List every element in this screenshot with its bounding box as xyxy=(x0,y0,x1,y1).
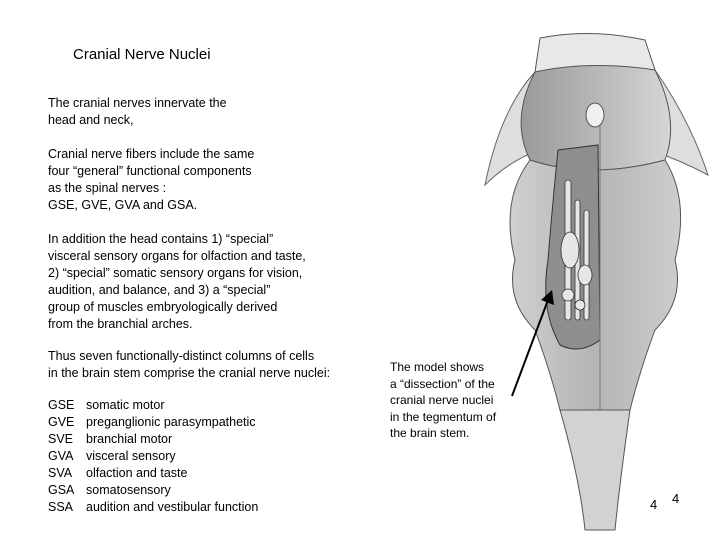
nucleus-desc: visceral sensory xyxy=(86,449,176,463)
model-callout: The model shows a “dissection” of the cranial nerve nuclei in the tegmentum of the brain stem. xyxy=(390,360,497,440)
nucleus-desc: audition and vestibular function xyxy=(86,500,259,514)
nucleus-abbr: GVE xyxy=(48,415,75,429)
nucleus-desc: somatosensory xyxy=(86,483,171,497)
nucleus-desc: olfaction and taste xyxy=(86,466,188,480)
nucleus-abbr: SVE xyxy=(48,432,74,446)
page-number: 4 xyxy=(672,491,680,506)
special-organs-paragraph: In addition the head contains 1) “special” visceral sensory organs for olfaction and taste, 2) “special” somatic sensory organs for vision, audition, and balance, and 3) a “special” group of muscles embryologically derived from the branchial arches. xyxy=(48,232,306,331)
nucleus-abbr: GVA xyxy=(48,449,74,463)
nucleus-desc: somatic motor xyxy=(86,398,165,412)
nucleus-abbr: GSA xyxy=(48,483,75,497)
nucleus-abbr: GSE xyxy=(48,398,75,412)
nucleus-desc: preganglionic parasympathetic xyxy=(86,415,256,429)
intro-paragraph: The cranial nerves innervate the head and neck, xyxy=(48,96,227,127)
nucleus-abbr: SSA xyxy=(48,500,74,514)
functional-components-paragraph: Cranial nerve fibers include the same four “general” functional components as the spinal nerves : GSE, GVE, GVA and GSA. xyxy=(48,147,255,212)
seven-columns-paragraph: Thus seven functionally-distinct columns of cells in the brain stem comprise the cranial nerve nuclei: xyxy=(48,349,331,380)
slide-title: Cranial Nerve Nuclei xyxy=(73,46,211,63)
nucleus-desc: branchial motor xyxy=(86,432,173,446)
page-number: 4 xyxy=(650,497,658,512)
nucleus-abbr: SVA xyxy=(48,466,73,480)
